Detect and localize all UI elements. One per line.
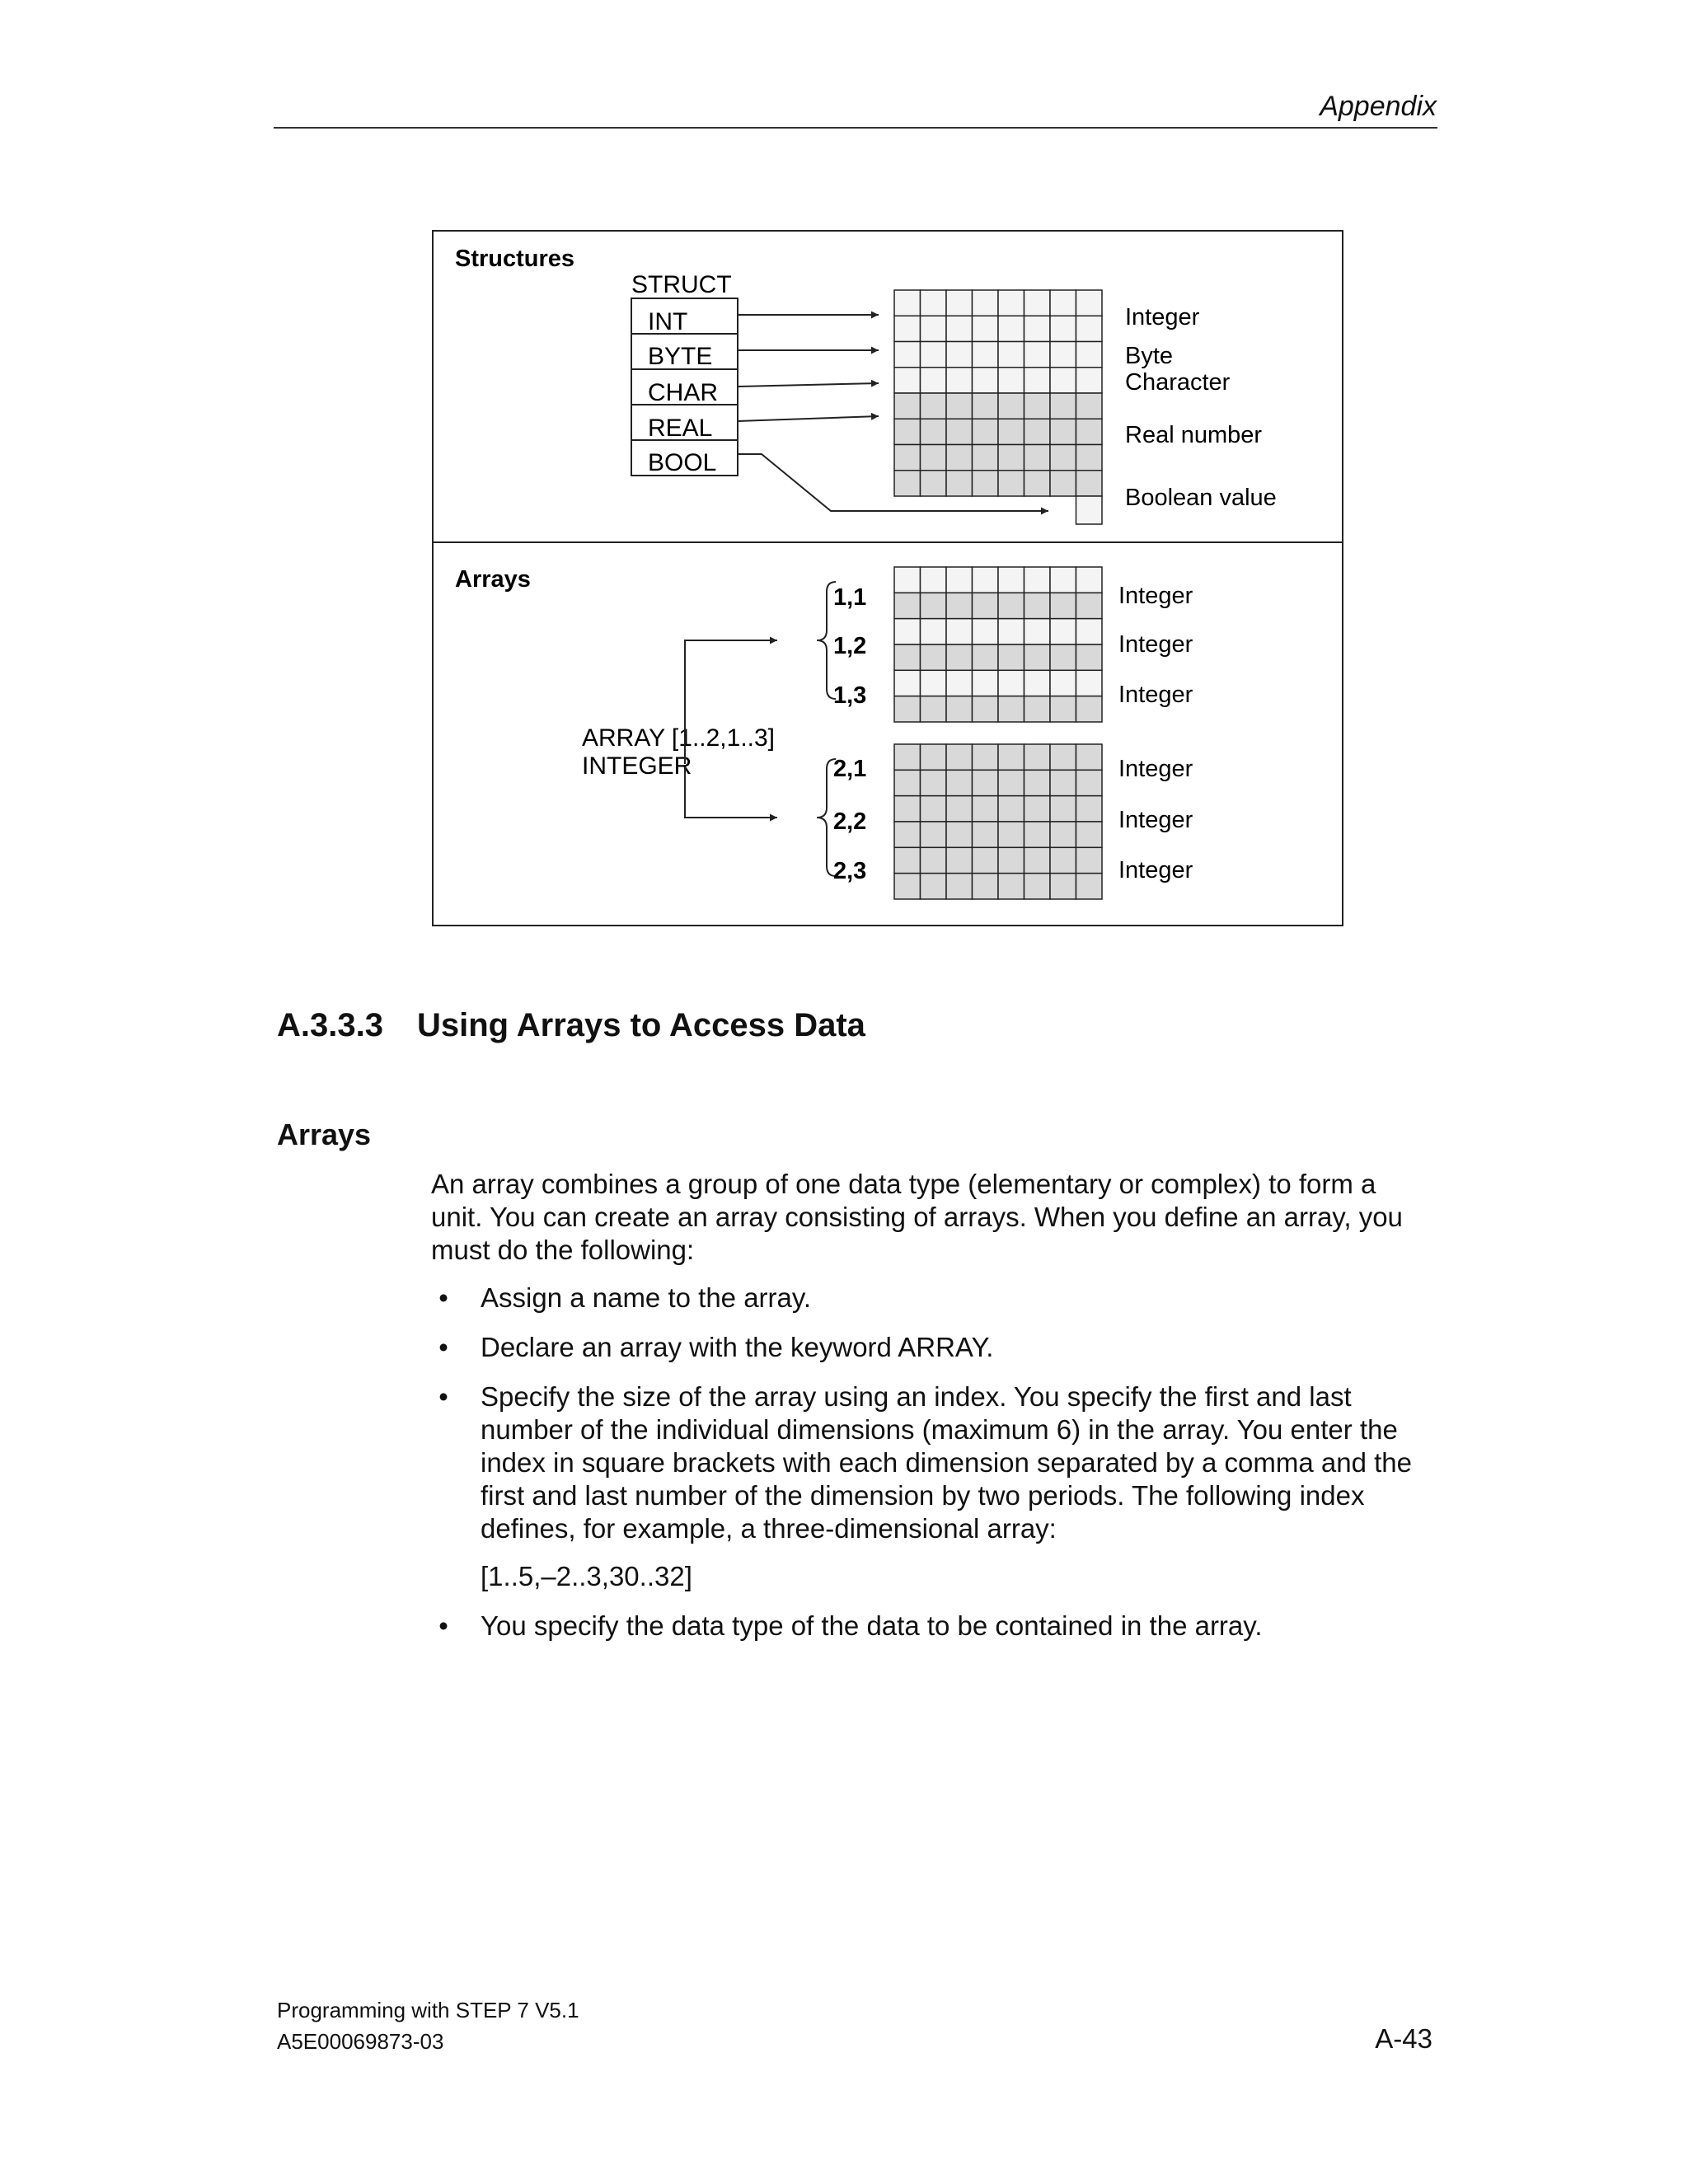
memory-cell [921,419,947,444]
struct-field-byte: BYTE [648,343,713,370]
memory-cell [921,567,947,593]
struct-keyword: STRUCT [631,271,732,298]
memory-cell [1076,393,1103,419]
list-item [431,1610,1420,1643]
memory-cell [921,696,947,722]
memory-cell [1050,670,1076,696]
memory-cell [973,290,999,316]
memory-cell [973,670,999,696]
struct-field-char: CHAR [648,379,719,406]
memory-cell [1025,796,1051,822]
memory-cell [921,593,947,618]
memory-cell [973,567,999,593]
memory-cell [921,874,947,899]
memory-cell [1076,644,1103,670]
memory-cell [921,393,947,419]
list-item [431,1282,1420,1315]
memory-cell [894,445,921,471]
memory-cell [1025,471,1051,496]
memory-cell [1076,290,1103,316]
requirements-list [431,1282,1420,1643]
memory-cell [946,874,973,899]
memory-cell [973,847,999,873]
memory-cell [894,393,921,419]
memory-cell [1050,696,1076,722]
memory-cell [921,290,947,316]
array-element-label: Integer [1118,807,1193,833]
memory-cell [946,796,973,822]
memory-cell [998,290,1025,316]
page-number: A-43 [1375,2023,1432,2054]
struct-field-real: REAL [648,415,713,442]
memory-cell [894,419,921,444]
memory-cell [1050,593,1076,618]
memory-cell [998,847,1025,873]
memory-cell [1050,290,1076,316]
memory-cell [1025,822,1051,847]
struct-arrow-real [738,416,879,421]
memory-cell [973,445,999,471]
memory-cell [1076,419,1103,444]
memory-label-byte: Byte [1125,343,1174,369]
structures-heading: Structures [455,246,575,272]
memory-cell [1050,619,1076,644]
memory-cell [1076,342,1103,368]
memory-cell [973,368,999,393]
memory-cell [998,368,1025,393]
memory-cell [946,393,973,419]
memory-cell [894,567,921,593]
memory-label-character: Character [1125,369,1231,396]
memory-cell [946,847,973,873]
memory-cell [998,874,1025,899]
section-heading [277,1007,865,1044]
memory-cell [1050,419,1076,444]
section-number: A.3.3.3 [277,1007,383,1043]
memory-label-integer: Integer [1125,304,1200,330]
memory-cell [973,822,999,847]
memory-cell [1050,770,1076,795]
memory-cell [973,744,999,770]
memory-cell [998,419,1025,444]
memory-cell [894,874,921,899]
memory-cell [1076,471,1103,496]
index-example: [1..5,–2..3,30..32] [481,1561,692,1591]
memory-cell [1076,593,1103,618]
memory-cell [1050,744,1076,770]
memory-cell [921,619,947,644]
memory-cell [973,644,999,670]
memory-cell [921,644,947,670]
memory-cell [973,393,999,419]
bullet-icon: • [438,1282,448,1313]
memory-cell [1076,696,1103,722]
memory-cell [1076,744,1103,770]
bullet-icon: • [438,1610,448,1641]
memory-cell [973,342,999,368]
memory-cell [1050,847,1076,873]
memory-cell [946,471,973,496]
memory-cell [1050,644,1076,670]
memory-cell [1050,342,1076,368]
bullet-icon: • [438,1332,448,1362]
memory-cell [946,593,973,618]
array-index-2-1: 2,1 [833,756,867,782]
memory-cell [894,342,921,368]
bullet-icon: • [438,1381,448,1412]
subsection-heading: Arrays [277,1118,372,1151]
memory-cell [894,744,921,770]
footer-title: Programming with STEP 7 V5.1 [277,1998,579,2022]
memory-cell [973,770,999,795]
intro-paragraph: An array combines a group of one data type (elementary or complex) to form a unit. You can create an array consisting of arrays. When you define an array, you must do the following: [431,1169,1403,1265]
memory-cell [998,644,1025,670]
memory-cell [1050,567,1076,593]
memory-cell [1025,316,1051,341]
memory-cell [973,471,999,496]
memory-label-boolean-value: Boolean value [1125,485,1277,511]
struct-field-bool: BOOL [648,449,717,476]
memory-cell [921,770,947,795]
memory-cell [921,316,947,341]
memory-cell [1025,393,1051,419]
memory-cell [921,368,947,393]
memory-cell [946,567,973,593]
memory-cell [973,796,999,822]
struct-field-int: INT [648,308,688,335]
memory-cell [894,770,921,795]
memory-cell [894,696,921,722]
array-declaration-line1: ARRAY [1..2,1..3] [582,724,776,752]
boolean-bit-cell [1076,496,1103,524]
section-body [431,1168,1420,1659]
list-item-text: Declare an array with the keyword ARRAY. [481,1332,994,1362]
list-item-text: Specify the size of the array using an index. You specify the first and last number of the individual dimensions (maximum 6) in the array. You enter the index in square brackets with each dimension separated by a comma and the first and last number of the dimension by two periods. The following index defines, for example, a three-dimensional array: [481,1381,1412,1544]
memory-cell [1025,290,1051,316]
footer-doc-number: A5E00069873-03 [277,2029,444,2054]
section-title: Using Arrays to Access Data [417,1007,865,1043]
memory-cell [1025,644,1051,670]
memory-cell [921,796,947,822]
array-element-label: Integer [1118,857,1193,883]
memory-cell [894,644,921,670]
memory-cell [894,471,921,496]
memory-cell [946,342,973,368]
memory-cell [894,619,921,644]
array-row2-memory-grid [894,744,1102,899]
memory-label-real-number: Real number [1125,422,1263,448]
memory-cell [973,419,999,444]
memory-cell [1025,567,1051,593]
memory-cell [998,316,1025,341]
memory-cell [973,619,999,644]
memory-cell [894,316,921,341]
memory-cell [973,316,999,341]
memory-cell [946,445,973,471]
memory-cell [1050,316,1076,341]
memory-cell [946,368,973,393]
header-rule [274,127,1437,129]
memory-cell [1050,874,1076,899]
memory-cell [1076,770,1103,795]
array-element-label: Integer [1118,682,1193,708]
memory-cell [921,822,947,847]
memory-cell [1076,874,1103,899]
list-item-text: Assign a name to the array. [481,1282,812,1313]
memory-cell [1050,368,1076,393]
list-item [431,1331,1420,1364]
memory-cell [1076,567,1103,593]
memory-cell [1076,796,1103,822]
memory-cell [1076,368,1103,393]
memory-cell [1025,619,1051,644]
memory-cell [1025,874,1051,899]
memory-cell [1025,696,1051,722]
array-index-1-2: 1,2 [833,633,867,659]
memory-cell [998,744,1025,770]
memory-cell [998,796,1025,822]
struct-memory-grid [894,290,1102,524]
memory-cell [946,316,973,341]
running-header: Appendix [1320,91,1437,122]
memory-cell [1076,619,1103,644]
memory-cell [894,368,921,393]
memory-cell [1050,822,1076,847]
memory-cell [1076,847,1103,873]
memory-cell [1076,316,1103,341]
array-index-2-3: 2,3 [833,858,867,884]
memory-cell [946,696,973,722]
array-index-1-1: 1,1 [833,584,867,611]
memory-cell [998,342,1025,368]
memory-cell [998,696,1025,722]
list-item [431,1380,1420,1593]
arrays-heading: Arrays [455,566,531,593]
memory-cell [1025,847,1051,873]
array-element-label: Integer [1118,756,1193,782]
memory-cell [946,770,973,795]
memory-cell [1025,770,1051,795]
list-item-text: You specify the data type of the data to be contained in the array. [481,1610,1263,1641]
memory-cell [946,419,973,444]
memory-cell [1076,670,1103,696]
memory-cell [921,471,947,496]
memory-cell [946,822,973,847]
array-index-1-3: 1,3 [833,682,867,709]
memory-cell [998,471,1025,496]
memory-cell [894,796,921,822]
memory-cell [1025,670,1051,696]
structures-arrays-figure [432,230,1343,926]
memory-cell [1025,593,1051,618]
memory-cell [894,847,921,873]
memory-cell [1050,445,1076,471]
memory-cell [998,670,1025,696]
memory-cell [946,744,973,770]
array-element-label: Integer [1118,631,1193,658]
memory-cell [998,445,1025,471]
memory-cell [894,593,921,618]
array-row1-memory-grid [894,567,1102,722]
memory-cell [921,670,947,696]
memory-cell [946,644,973,670]
memory-cell [1050,796,1076,822]
memory-cell [946,619,973,644]
memory-cell [921,744,947,770]
memory-cell [998,593,1025,618]
memory-cell [1025,368,1051,393]
figure-frame [433,231,1343,926]
memory-cell [1050,471,1076,496]
memory-cell [1025,445,1051,471]
memory-cell [921,342,947,368]
memory-cell [894,290,921,316]
array-declaration-line2: INTEGER [582,752,692,780]
memory-cell [973,593,999,618]
memory-cell [1076,822,1103,847]
memory-cell [946,290,973,316]
memory-cell [998,770,1025,795]
memory-cell [973,874,999,899]
array-index-2-2: 2,2 [833,808,867,835]
memory-cell [894,670,921,696]
memory-cell [894,822,921,847]
memory-cell [921,847,947,873]
memory-cell [946,670,973,696]
memory-cell [1025,744,1051,770]
memory-cell [1050,393,1076,419]
memory-cell [921,445,947,471]
memory-cell [1025,419,1051,444]
memory-cell [998,393,1025,419]
memory-cell [998,567,1025,593]
memory-cell [973,696,999,722]
memory-cell [1076,445,1103,471]
memory-cell [998,619,1025,644]
array-arrow-row2 [685,767,777,818]
struct-arrow-char [738,383,879,387]
memory-cell [1025,342,1051,368]
memory-cell [998,822,1025,847]
array-element-label: Integer [1118,583,1193,609]
